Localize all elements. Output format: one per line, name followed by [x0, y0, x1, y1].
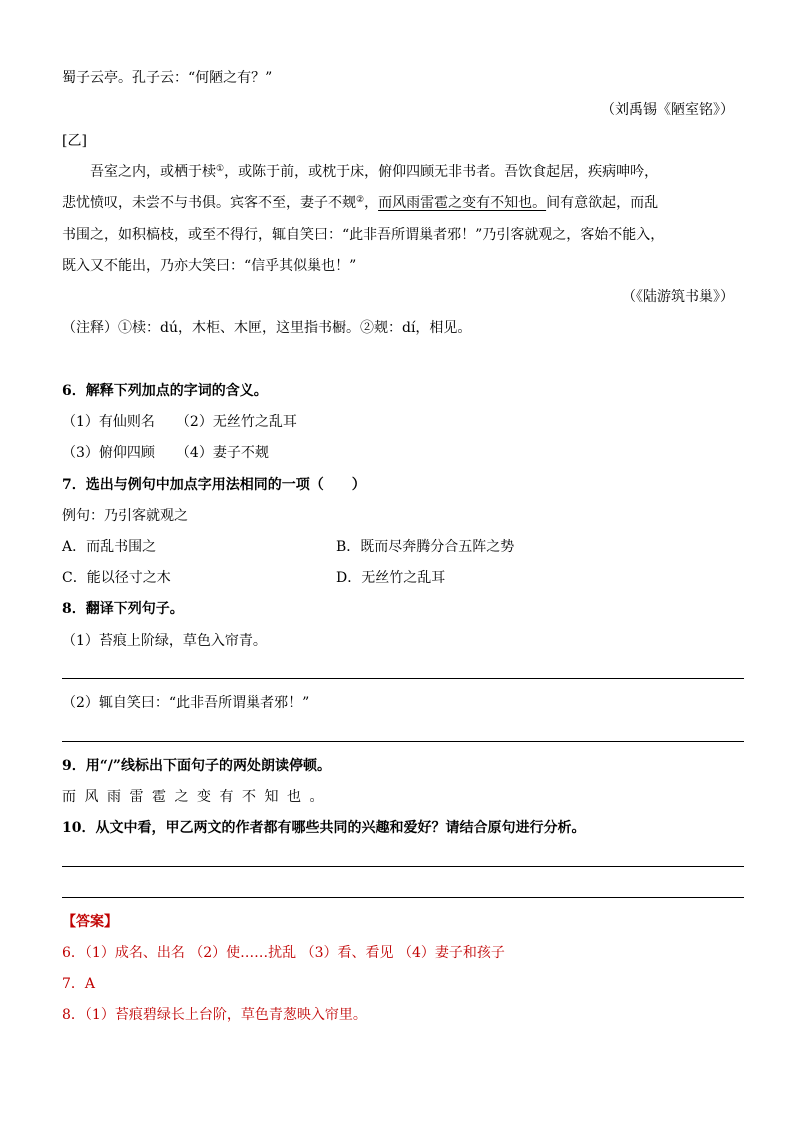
question-10-title: 10．从文中看，甲乙两文的作者都有哪些共同的兴趣和爱好？请结合原句进行分析。: [62, 820, 586, 836]
question-7-option-b: B．既而尽奔腾分合五阵之势: [336, 539, 515, 555]
passage-a-source: （刘禹锡《陋室铭》）: [601, 102, 734, 118]
annotation-notes: （注释）①椟：dú，木柜、木匣，这里指书橱。②觌：dí，相见。: [62, 320, 472, 336]
question-7-option-c: C．能以径寸之木: [62, 570, 171, 586]
answer-line: [62, 897, 744, 898]
passage-a-tail: 蜀子云亭。孔子云：“何陋之有？”: [62, 70, 273, 86]
question-8-title: 8．翻译下列句子。: [62, 601, 184, 617]
answer-line: [62, 866, 744, 867]
question-7-example: 例句：乃引客就观之: [62, 508, 188, 524]
question-6-title: 6．解释下列加点的字词的含义。: [62, 383, 268, 399]
question-8-item-1: （1）苔痕上阶绿，草色入帘青。: [62, 633, 267, 649]
passage-b-line-4: 既入又不能出，乃亦大笑曰：“信乎其似巢也！”: [62, 258, 357, 274]
passage-b-tag: [乙]: [62, 133, 87, 149]
question-9-title: 9．用“/”线标出下面句子的两处朗读停顿。: [62, 758, 331, 774]
passage-b-source: （《陆游筑书巢》）: [622, 289, 734, 305]
answers-header: 【答案】: [62, 914, 118, 930]
question-8-item-2: （2）辄自笑曰：“此非吾所谓巢者邪！”: [62, 695, 310, 711]
answer-8: 8．（1）苔痕碧绿长上台阶，草色青葱映入帘里。: [62, 1007, 367, 1023]
footnote-marker-1: ①: [216, 164, 225, 174]
passage-b-line-3: 书围之，如积槁枝，或至不得行，辄自笑曰：“此非吾所谓巢者邪！”乃引客就观之，客始不能入，: [62, 227, 665, 243]
question-6-row-1: （1）有仙则名 （2）无丝竹之乱耳: [62, 414, 297, 430]
answer-line: [62, 678, 744, 679]
question-9-sentence: 而风雨雷雹之变有不知也。: [62, 789, 332, 805]
answer-7: 7．A: [62, 976, 96, 992]
question-7-option-d: D．无丝竹之乱耳: [336, 570, 446, 586]
answer-line: [62, 741, 744, 742]
underlined-sentence: 而风雨雷雹之变有不知也。: [378, 195, 547, 211]
question-7-option-a: A．而乱书围之: [62, 539, 157, 555]
answer-6: 6．（1）成名、出名 （2）使……扰乱 （3）看、看见 （4）妻子和孩子: [62, 945, 505, 961]
passage-b-line-1: 吾室之内，或栖于椟①，或陈于前，或枕于床，俯仰四顾无非书者。吾饮食起居，疾病呻吟，: [90, 164, 659, 180]
question-6-row-2: （3）俯仰四顾 （4）妻子不觌: [62, 445, 269, 461]
passage-b-line-2: 悲忧愤叹，未尝不与书俱。宾客不至，妻子不觌②，而风雨雷雹之变有不知也。间有意欲起，而乱: [62, 195, 659, 211]
question-7-title: 7．选出与例句中加点字用法相同的一项（ ）: [62, 477, 366, 493]
footnote-marker-2: ②: [356, 195, 365, 205]
